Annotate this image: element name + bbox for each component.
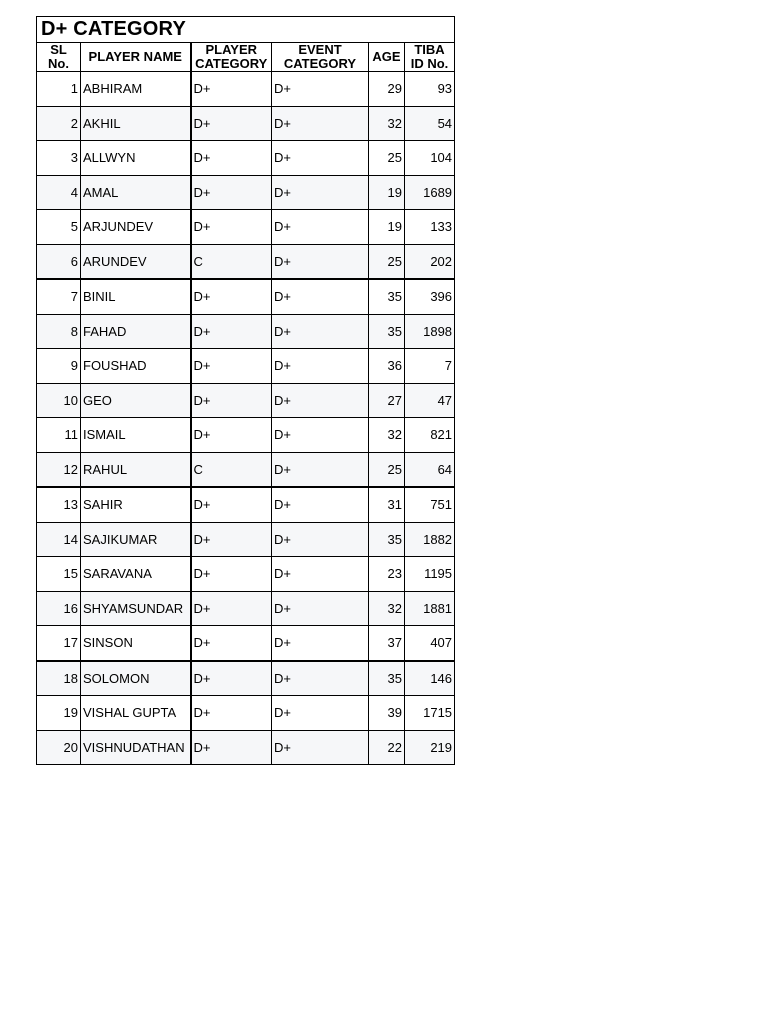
table-row: [37, 696, 455, 731]
age-cell: 27: [369, 383, 405, 418]
table-row: [37, 626, 455, 661]
player-list-sheet: [36, 16, 454, 765]
player-category-cell: D+: [191, 175, 272, 210]
player-name-cell: SAHIR: [81, 487, 191, 522]
player-category-cell: D+: [191, 314, 272, 349]
event-category-cell: D+: [272, 175, 369, 210]
sl-no-cell: 10: [37, 383, 81, 418]
column-header-sl-no: SL No.: [37, 43, 81, 72]
sl-no-cell: 15: [37, 557, 81, 592]
event-category-cell: D+: [272, 314, 369, 349]
player-category-cell: D+: [191, 418, 272, 453]
age-cell: 19: [369, 175, 405, 210]
sl-no-cell: 18: [37, 661, 81, 696]
player-category-cell: D+: [191, 106, 272, 141]
tiba-id-cell: 64: [405, 452, 455, 487]
table-row: [37, 106, 455, 141]
age-cell: 23: [369, 557, 405, 592]
event-category-cell: D+: [272, 383, 369, 418]
column-header-event-category: EVENT CATEGORY: [272, 43, 369, 72]
player-name-cell: BINIL: [81, 279, 191, 314]
table-row: [37, 279, 455, 314]
player-category-cell: D+: [191, 210, 272, 245]
table-row: [37, 487, 455, 522]
player-name-cell: SHYAMSUNDAR: [81, 591, 191, 626]
age-cell: 36: [369, 349, 405, 384]
player-name-cell: RAHUL: [81, 452, 191, 487]
age-cell: 32: [369, 591, 405, 626]
age-cell: 32: [369, 418, 405, 453]
table-row: [37, 591, 455, 626]
player-name-cell: AKHIL: [81, 106, 191, 141]
event-category-cell: D+: [272, 730, 369, 765]
table-row: [37, 349, 455, 384]
player-name-cell: VISHAL GUPTA: [81, 696, 191, 731]
tiba-id-cell: 1195: [405, 557, 455, 592]
sl-no-cell: 3: [37, 141, 81, 176]
event-category-cell: D+: [272, 591, 369, 626]
player-name-cell: ARUNDEV: [81, 244, 191, 279]
player-category-cell: D+: [191, 661, 272, 696]
player-name-cell: SARAVANA: [81, 557, 191, 592]
player-category-cell: C: [191, 244, 272, 279]
player-name-cell: ARJUNDEV: [81, 210, 191, 245]
sl-no-cell: 7: [37, 279, 81, 314]
tiba-id-cell: 1898: [405, 314, 455, 349]
tiba-id-cell: 1715: [405, 696, 455, 731]
player-category-cell: D+: [191, 626, 272, 661]
tiba-id-cell: 133: [405, 210, 455, 245]
age-cell: 35: [369, 279, 405, 314]
table-row: [37, 418, 455, 453]
table-row: [37, 72, 455, 107]
event-category-cell: D+: [272, 661, 369, 696]
tiba-id-cell: 1689: [405, 175, 455, 210]
event-category-cell: D+: [272, 487, 369, 522]
player-name-cell: SOLOMON: [81, 661, 191, 696]
sl-no-cell: 14: [37, 522, 81, 557]
tiba-id-cell: 751: [405, 487, 455, 522]
player-name-cell: SAJIKUMAR: [81, 522, 191, 557]
sl-no-cell: 4: [37, 175, 81, 210]
event-category-cell: D+: [272, 696, 369, 731]
event-category-cell: D+: [272, 418, 369, 453]
table-row: [37, 522, 455, 557]
tiba-id-cell: 146: [405, 661, 455, 696]
age-cell: 35: [369, 314, 405, 349]
tiba-id-cell: 407: [405, 626, 455, 661]
table-row: [37, 383, 455, 418]
sl-no-cell: 17: [37, 626, 81, 661]
sl-no-cell: 19: [37, 696, 81, 731]
sl-no-cell: 13: [37, 487, 81, 522]
age-cell: 31: [369, 487, 405, 522]
event-category-cell: D+: [272, 522, 369, 557]
player-name-cell: ALLWYN: [81, 141, 191, 176]
player-category-cell: D+: [191, 557, 272, 592]
player-name-cell: FOUSHAD: [81, 349, 191, 384]
sl-no-cell: 5: [37, 210, 81, 245]
table-row: [37, 141, 455, 176]
age-cell: 37: [369, 626, 405, 661]
player-name-cell: SINSON: [81, 626, 191, 661]
age-cell: 29: [369, 72, 405, 107]
tiba-id-cell: 93: [405, 72, 455, 107]
table-row: [37, 661, 455, 696]
event-category-cell: D+: [272, 452, 369, 487]
event-category-cell: D+: [272, 210, 369, 245]
tiba-id-cell: 1881: [405, 591, 455, 626]
player-name-cell: AMAL: [81, 175, 191, 210]
player-category-cell: D+: [191, 72, 272, 107]
event-category-cell: D+: [272, 626, 369, 661]
sl-no-cell: 12: [37, 452, 81, 487]
age-cell: 39: [369, 696, 405, 731]
sl-no-cell: 11: [37, 418, 81, 453]
tiba-id-cell: 396: [405, 279, 455, 314]
sl-no-cell: 6: [37, 244, 81, 279]
sl-no-cell: 8: [37, 314, 81, 349]
player-category-cell: D+: [191, 591, 272, 626]
age-cell: 35: [369, 661, 405, 696]
player-name-cell: GEO: [81, 383, 191, 418]
table-row: [37, 730, 455, 765]
event-category-cell: D+: [272, 106, 369, 141]
player-category-cell: C: [191, 452, 272, 487]
player-category-cell: D+: [191, 522, 272, 557]
table-row: [37, 210, 455, 245]
player-category-cell: D+: [191, 141, 272, 176]
player-name-cell: VISHNUDATHAN: [81, 730, 191, 765]
player-category-cell: D+: [191, 730, 272, 765]
age-cell: 25: [369, 141, 405, 176]
table-row: [37, 244, 455, 279]
table-row: [37, 175, 455, 210]
table-row: [37, 557, 455, 592]
tiba-id-cell: 202: [405, 244, 455, 279]
age-cell: 25: [369, 244, 405, 279]
event-category-cell: D+: [272, 557, 369, 592]
age-cell: 25: [369, 452, 405, 487]
player-name-cell: FAHAD: [81, 314, 191, 349]
column-header-player-category: PLAYER CATEGORY: [191, 43, 272, 72]
column-header-age: AGE: [369, 43, 405, 72]
sl-no-cell: 9: [37, 349, 81, 384]
player-category-cell: D+: [191, 696, 272, 731]
header-row: [37, 43, 455, 72]
tiba-id-cell: 47: [405, 383, 455, 418]
tiba-id-cell: 219: [405, 730, 455, 765]
event-category-cell: D+: [272, 141, 369, 176]
player-category-cell: D+: [191, 349, 272, 384]
table-row: [37, 314, 455, 349]
age-cell: 22: [369, 730, 405, 765]
player-category-cell: D+: [191, 487, 272, 522]
player-name-cell: ISMAIL: [81, 418, 191, 453]
player-name-cell: ABHIRAM: [81, 72, 191, 107]
player-category-cell: D+: [191, 279, 272, 314]
event-category-cell: D+: [272, 244, 369, 279]
event-category-cell: D+: [272, 349, 369, 384]
sl-no-cell: 2: [37, 106, 81, 141]
event-category-cell: D+: [272, 72, 369, 107]
tiba-id-cell: 7: [405, 349, 455, 384]
table-row: [37, 452, 455, 487]
table-body: [37, 72, 455, 765]
tiba-id-cell: 1882: [405, 522, 455, 557]
sheet-title: D+ CATEGORY: [37, 17, 455, 43]
tiba-id-cell: 54: [405, 106, 455, 141]
player-category-cell: D+: [191, 383, 272, 418]
column-header-tiba-id: TIBA ID No.: [405, 43, 455, 72]
player-table: [36, 16, 455, 765]
column-header-player-name: PLAYER NAME: [81, 43, 191, 72]
sl-no-cell: 1: [37, 72, 81, 107]
sl-no-cell: 16: [37, 591, 81, 626]
age-cell: 32: [369, 106, 405, 141]
sl-no-cell: 20: [37, 730, 81, 765]
tiba-id-cell: 821: [405, 418, 455, 453]
age-cell: 19: [369, 210, 405, 245]
event-category-cell: D+: [272, 279, 369, 314]
age-cell: 35: [369, 522, 405, 557]
tiba-id-cell: 104: [405, 141, 455, 176]
